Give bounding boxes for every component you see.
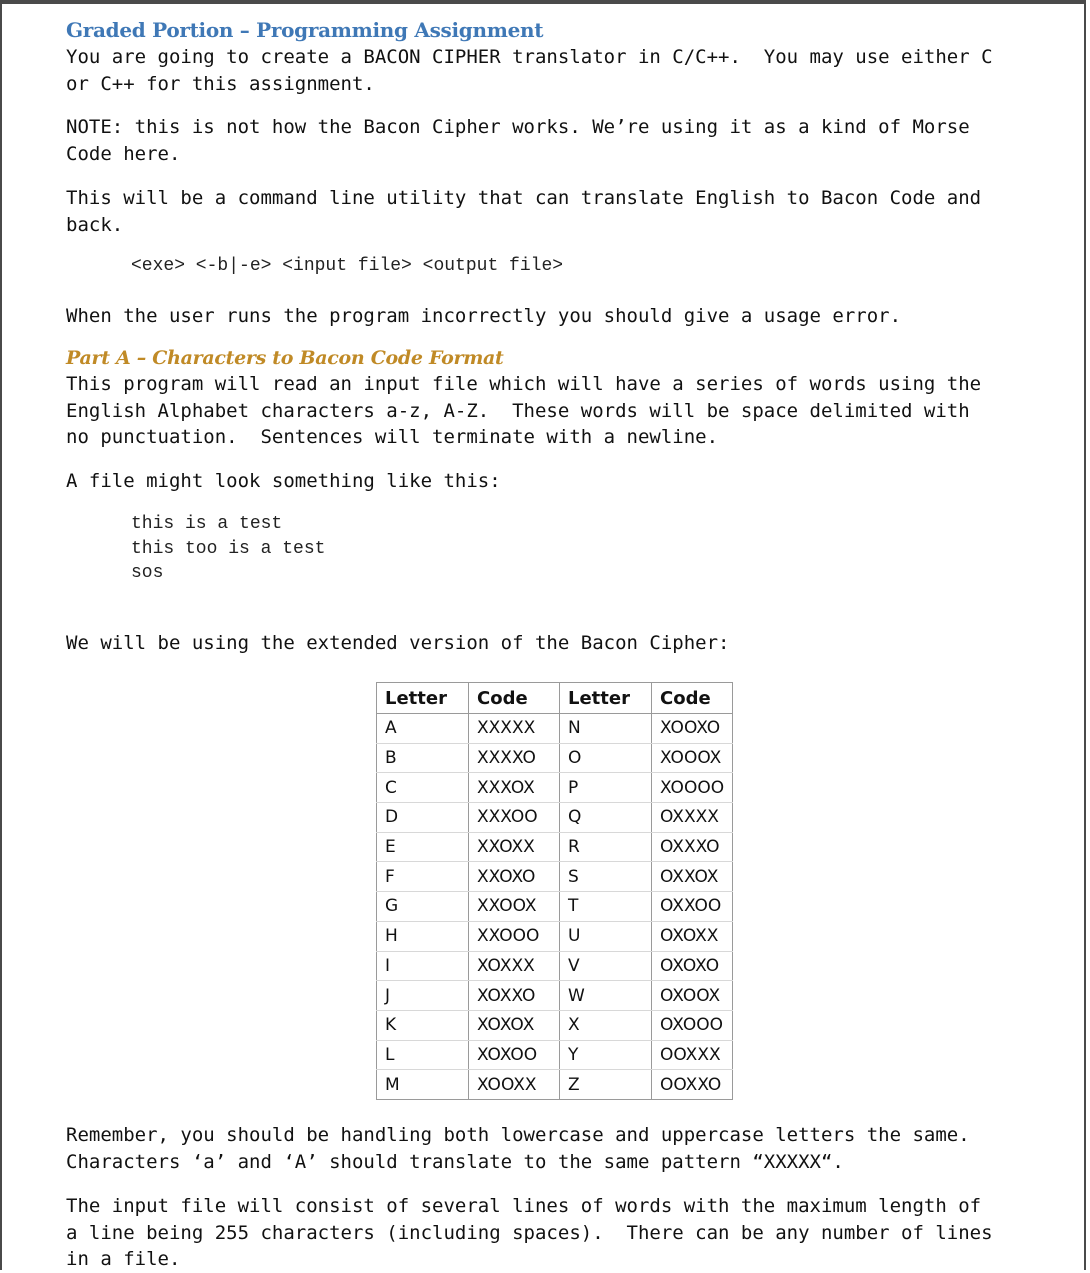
part-a-description: This program will read an input file which will have a series of words using the English Alphabet characters a-z, A-Z. These words will be space delimited with no punctuation. Sentences will terminate with a newline.	[66, 373, 982, 448]
letter-cell: B	[377, 743, 469, 773]
letter-cell: S	[560, 862, 652, 892]
letter-cell: L	[377, 1040, 469, 1070]
code-cell: XXOOX	[469, 892, 560, 922]
letter-cell: O	[560, 743, 652, 773]
letter-cell: M	[377, 1070, 469, 1100]
letter-cell: V	[560, 951, 652, 981]
letter-cell: W	[560, 981, 652, 1011]
code-cell: OXXOO	[652, 892, 733, 922]
part-a-heading: Part A – Characters to Bacon Code Format	[66, 347, 504, 369]
code-cell: OXXXX	[652, 803, 733, 833]
letter-cell: H	[377, 921, 469, 951]
example-file-block	[66, 512, 1046, 586]
code-cell: XOOOO	[652, 773, 733, 803]
table-row	[377, 981, 733, 1011]
code-cell: XOOXO	[652, 714, 733, 744]
remember-paragraph: Remember, you should be handling both lowercase and uppercase letters the same. Characters ‘a’ and ‘A’ should translate to the same pattern “XXXXX“.	[66, 1124, 970, 1173]
table-header-row	[377, 683, 733, 714]
table-row	[377, 921, 733, 951]
code-cell: OXOXO	[652, 951, 733, 981]
letter-cell: Q	[560, 803, 652, 833]
section-heading: Graded Portion – Programming Assignment	[66, 18, 544, 42]
letter-cell: X	[560, 1010, 652, 1040]
table-row	[377, 862, 733, 892]
table-row	[377, 832, 733, 862]
code-cell: XXOXX	[469, 832, 560, 862]
table-row	[377, 743, 733, 773]
input-file-paragraph: The input file will consist of several lines of words with the maximum length of a line being 255 characters (including spaces). There can be any number of lines in a file.	[66, 1195, 993, 1270]
table-row	[377, 714, 733, 744]
table-row	[377, 1070, 733, 1100]
document-content-lower	[66, 1122, 1046, 1273]
letter-cell: C	[377, 773, 469, 803]
letter-cell: G	[377, 892, 469, 922]
code-cell: XOOOX	[652, 743, 733, 773]
code-cell: OXOOX	[652, 981, 733, 1011]
code-cell: XXOXO	[469, 862, 560, 892]
letter-cell: R	[560, 832, 652, 862]
usage-line: <exe> <-b|-e> <input file> <output file>	[131, 256, 564, 276]
usage-error-paragraph: When the user runs the program incorrectly you should give a usage error.	[66, 304, 902, 327]
letter-cell: K	[377, 1010, 469, 1040]
letter-cell: I	[377, 951, 469, 981]
table-row	[377, 951, 733, 981]
code-cell: OOXXO	[652, 1070, 733, 1100]
table-row	[377, 892, 733, 922]
column-header: Code	[652, 683, 733, 714]
letter-cell: D	[377, 803, 469, 833]
example-line: sos	[131, 563, 164, 583]
bacon-cipher-table	[376, 682, 733, 1100]
code-cell: XXXOO	[469, 803, 560, 833]
code-cell: XXXOX	[469, 773, 560, 803]
code-cell: OXOOO	[652, 1010, 733, 1040]
letter-cell: A	[377, 714, 469, 744]
letter-cell: E	[377, 832, 469, 862]
letter-cell: U	[560, 921, 652, 951]
document-content	[66, 16, 1046, 656]
letter-cell: N	[560, 714, 652, 744]
code-cell: XXXXO	[469, 743, 560, 773]
example-intro: A file might look something like this:	[66, 469, 501, 492]
table-row	[377, 1010, 733, 1040]
table-body	[377, 714, 733, 1100]
code-cell: XOXXX	[469, 951, 560, 981]
extended-intro: We will be using the extended version of the Bacon Cipher:	[66, 631, 730, 654]
note-paragraph: NOTE: this is not how the Bacon Cipher works. We’re using it as a kind of Morse Code here.	[66, 116, 970, 165]
example-line: this is a test	[131, 514, 283, 534]
letter-cell: Z	[560, 1070, 652, 1100]
code-cell: XXXXX	[469, 714, 560, 744]
code-cell: OXXXO	[652, 832, 733, 862]
code-cell: OOXXX	[652, 1040, 733, 1070]
column-header: Letter	[560, 683, 652, 714]
code-cell: XXOOO	[469, 921, 560, 951]
code-cell: XOOXX	[469, 1070, 560, 1100]
letter-cell: Y	[560, 1040, 652, 1070]
code-cell: XOXOX	[469, 1010, 560, 1040]
intro-paragraph: You are going to create a BACON CIPHER translator in C/C++. You may use either C or C++ for this assignment.	[66, 46, 993, 95]
example-line: this too is a test	[131, 538, 326, 559]
code-cell: OXOXX	[652, 921, 733, 951]
code-cell: XOXXO	[469, 981, 560, 1011]
table-row	[377, 1040, 733, 1070]
column-header: Code	[469, 683, 560, 714]
letter-cell: P	[560, 773, 652, 803]
letter-cell: F	[377, 862, 469, 892]
letter-cell: T	[560, 892, 652, 922]
code-cell: OXXOX	[652, 862, 733, 892]
utility-paragraph: This will be a command line utility that can translate English to Bacon Code and back.	[66, 187, 982, 236]
table-row	[377, 803, 733, 833]
table-row	[377, 773, 733, 803]
code-cell: XOXOO	[469, 1040, 560, 1070]
letter-cell: J	[377, 981, 469, 1011]
column-header: Letter	[377, 683, 469, 714]
